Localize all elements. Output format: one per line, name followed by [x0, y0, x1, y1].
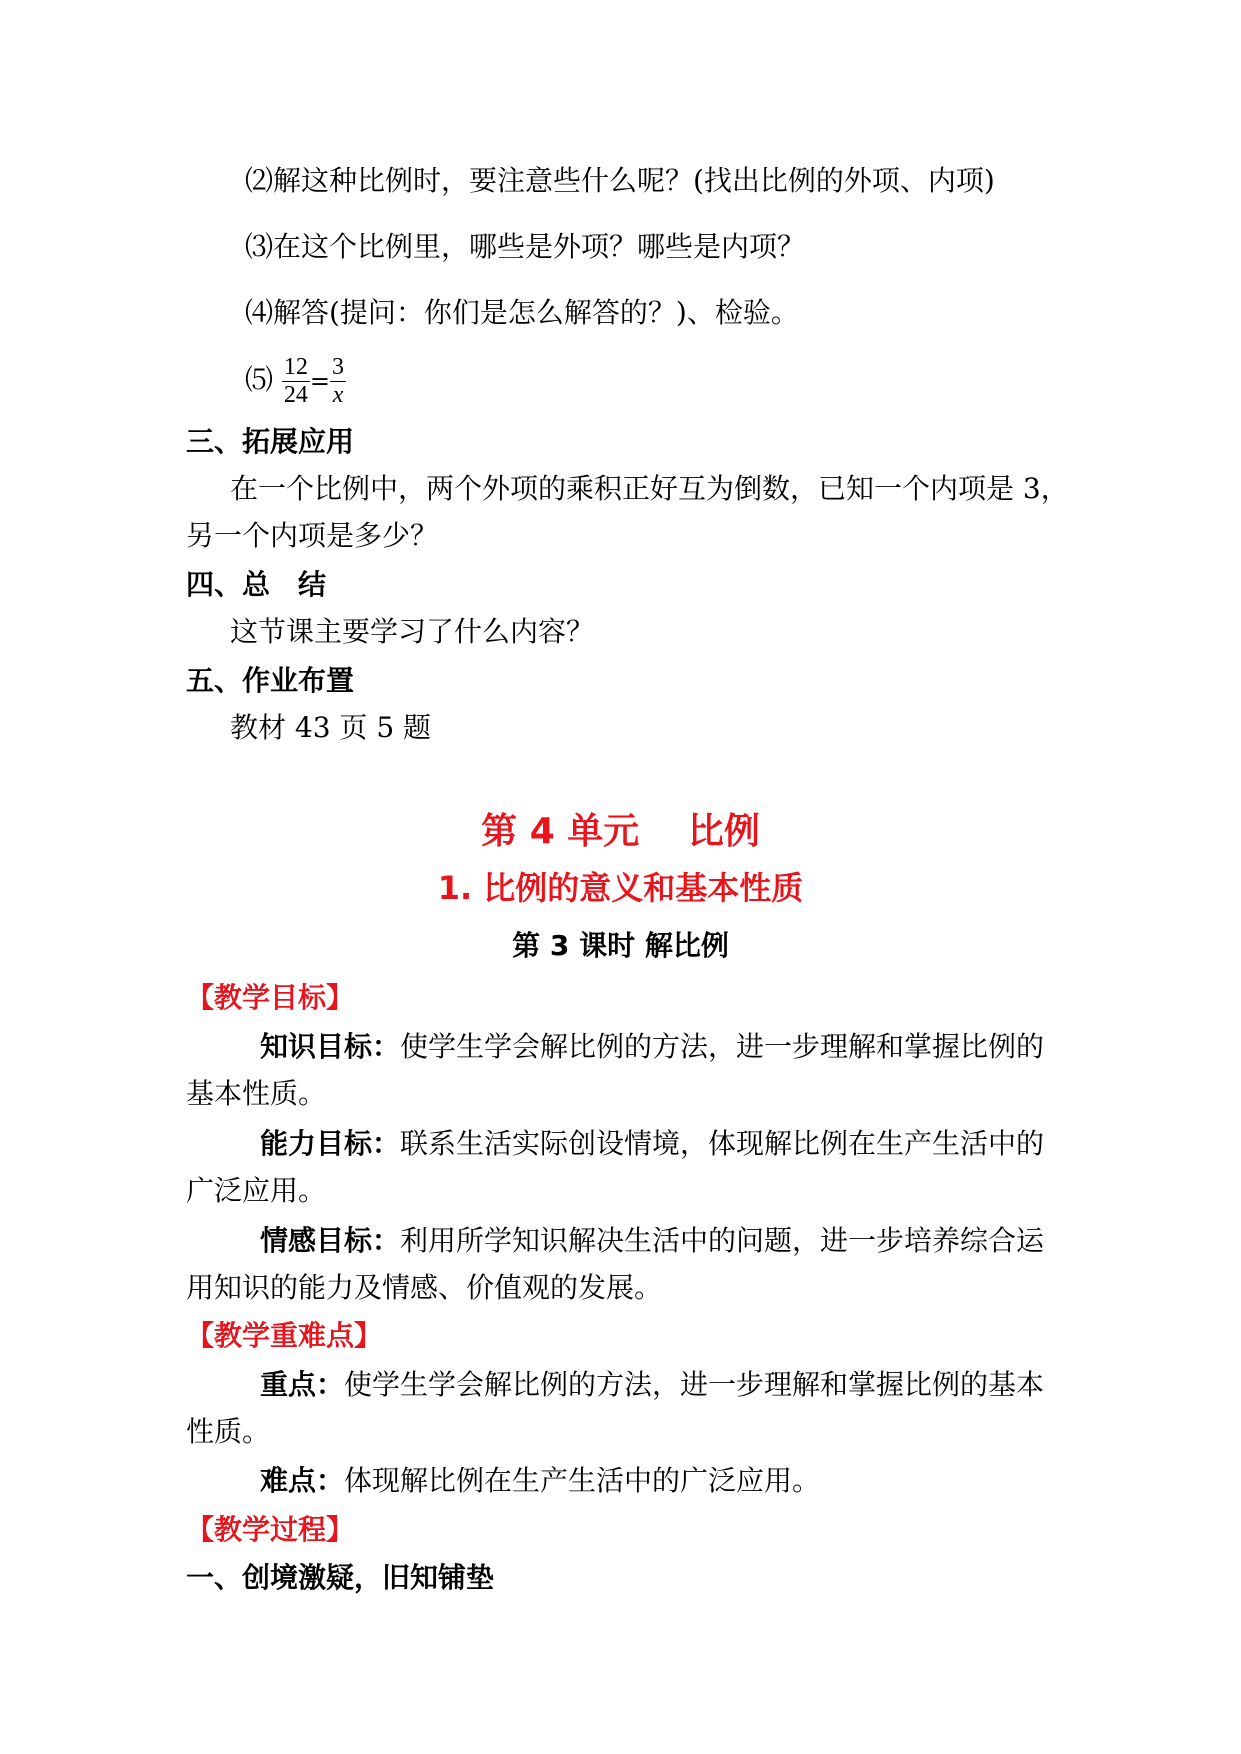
- knowledge-goal-label: 知识目标：: [260, 1030, 401, 1063]
- process-step-1: 一、创境激疑，旧知铺垫: [186, 1561, 495, 1594]
- knowledge-goal-line2: 基本性质。: [186, 1077, 327, 1110]
- question-2: ⑵解这种比例时，要注意些什么呢？(找出比例的外项、内项): [245, 164, 995, 197]
- section3-line2: 另一个内项是多少？: [186, 519, 439, 552]
- key-point-line2: 性质。: [186, 1415, 271, 1448]
- question-5: [245, 352, 346, 410]
- section5-heading: 五、作业布置: [186, 664, 355, 697]
- key-point-label: 重点：: [260, 1368, 345, 1401]
- emotion-goal-line2: 用知识的能力及情感、价值观的发展。: [186, 1271, 663, 1304]
- section4-line1: 这节课主要学习了什么内容？: [230, 615, 595, 648]
- key-point-text: 使学生学会解比例的方法，进一步理解和掌握比例的基本: [344, 1368, 1045, 1401]
- ability-goal: [260, 1126, 1044, 1162]
- section3-line1: 在一个比例中，两个外项的乘积正好互为倒数，已知一个内项是 3，: [230, 472, 1069, 505]
- ability-goal-line2: 广泛应用。: [186, 1174, 327, 1207]
- ability-goal-label: 能力目标：: [260, 1127, 401, 1160]
- ability-goal-text: 联系生活实际创设情境，体现解比例在生产生活中的: [400, 1127, 1045, 1160]
- fraction-left: [282, 354, 310, 409]
- fraction-right-numerator: 3: [332, 354, 345, 380]
- emotion-goal: [260, 1223, 1044, 1259]
- question-4: ⑷解答(提问：你们是怎么解答的？)、检验。: [245, 296, 799, 329]
- knowledge-goal: [260, 1029, 1044, 1065]
- key-point: [260, 1367, 1044, 1403]
- fraction-left-denominator: 24: [283, 382, 308, 408]
- emotion-goal-label: 情感目标：: [260, 1224, 401, 1257]
- difficult-point: [260, 1463, 820, 1499]
- section3-heading: 三、拓展应用: [186, 425, 355, 458]
- question-3: ⑶在这个比例里，哪些是外项？哪些是内项？: [245, 230, 806, 263]
- difficult-point-label: 难点：: [260, 1464, 345, 1497]
- unit-title: 第 4 单元 比例: [481, 811, 760, 852]
- unit-subtitle: 1. 比例的意义和基本性质: [437, 869, 804, 907]
- section5-line1: 教材 43 页 5 题: [230, 711, 432, 744]
- lesson-title: 第 3 课时 解比例: [512, 929, 729, 962]
- knowledge-goal-text: 使学生学会解比例的方法，进一步理解和掌握比例的: [400, 1030, 1045, 1063]
- fraction-right-denominator: x: [332, 382, 344, 408]
- fraction-right: [330, 354, 346, 409]
- process-heading: 【教学过程】: [186, 1513, 355, 1546]
- question-5-label: ⑸: [245, 363, 274, 396]
- fraction-left-numerator: 12: [283, 354, 308, 380]
- emotion-goal-text: 利用所学知识解决生活中的问题，进一步培养综合运: [400, 1224, 1045, 1257]
- equals-sign: =: [309, 367, 331, 396]
- keypoints-heading: 【教学重难点】: [186, 1319, 383, 1352]
- goals-heading: 【教学目标】: [186, 981, 355, 1014]
- section4-heading: 四、总 结: [186, 568, 327, 601]
- difficult-point-text: 体现解比例在生产生活中的广泛应用。: [344, 1464, 821, 1497]
